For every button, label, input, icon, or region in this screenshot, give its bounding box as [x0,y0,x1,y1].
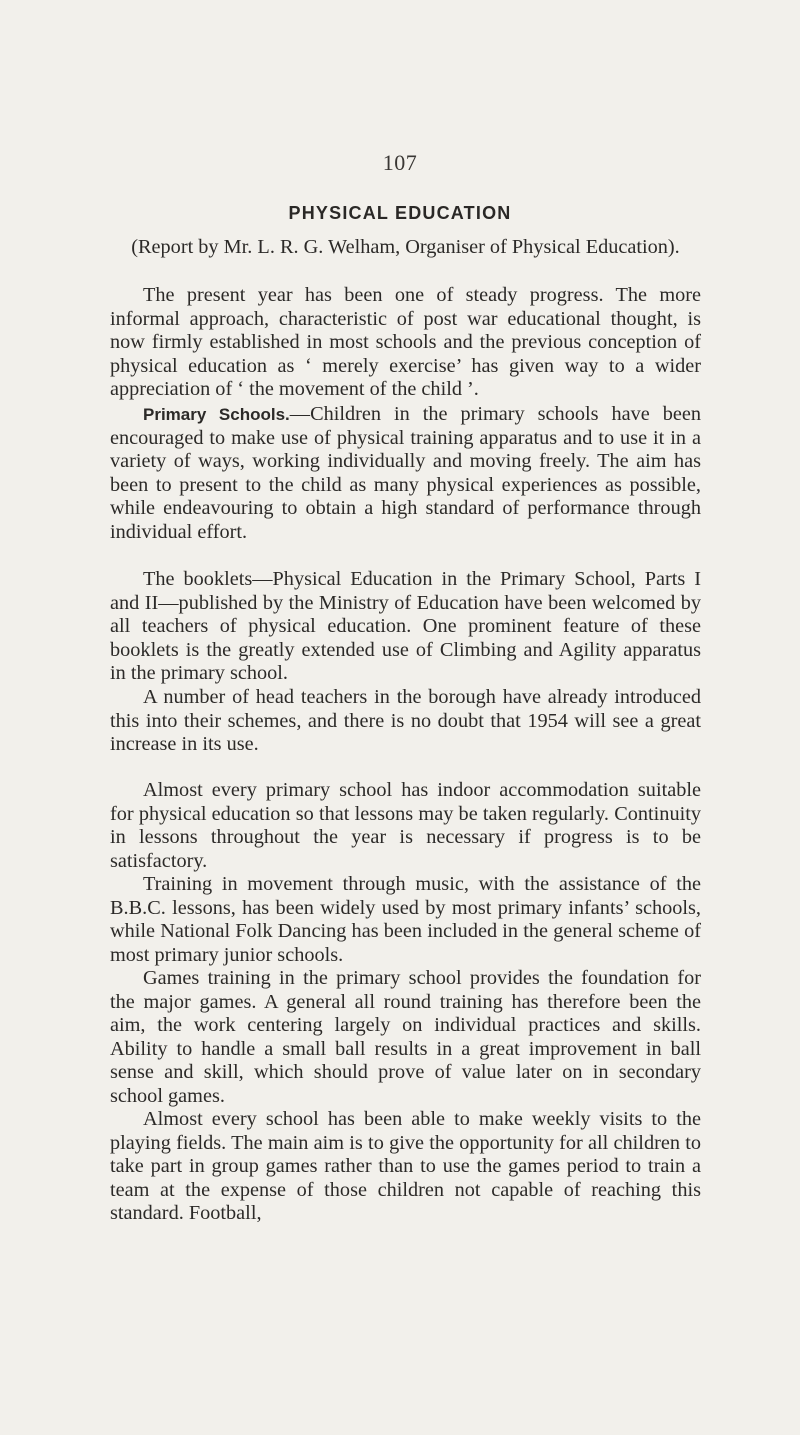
page-number: 107 [382,150,418,175]
paragraph-playing-fields: Almost every school has been able to make weekly visits to the playing fields. The main aim is to give the opportunity for all children to take part in group games rather than to use the games period to train a team at the expense of those children not capable of reaching this standard. Football, [110,1108,701,1225]
paragraph-games-training: Games training in the primary school provides the foundation for the major games. A general all round training has therefore been the aim, the work centering largely on individual practices and skills. Ability to handle a small ball results in a great improvement in ball sense and skill, which should prove of value later on in secondary school games. [110,967,701,1107]
paragraph-intro: The present year has been one of steady progress. The more informal approach, characteristic of post war educational thought, is now firmly established in most schools and the previous conception of physical education as ‘ merely exercise’ has given way to a wider appreciation of ‘ the movement of the child ’. [110,284,701,401]
page-title: PHYSICAL EDUCATION [288,203,512,223]
paragraph-music-training: Training in movement through music, with the assistance of the B.B.C. lessons, has been widely used by most primary infants’ schools, while National Folk Dancing has been included in the general scheme of most primary junior schools. [110,873,701,966]
paragraph-accommodation: Almost every primary school has indoor accommodation suitable for physical education so that lessons may be taken regularly. Continuity in lessons throughout the year is necessary if progress is to be satisfactory. [110,779,701,872]
paragraph-booklets: The booklets—Physical Education in the Primary School, Parts I and II—published by the Ministry of Education have been welcomed by all teachers of physical education. One prominent feature of these booklets is the greatly extended use of Climbing and Agility apparatus in the primary school. [110,568,701,685]
section-heading-primary-schools: Primary Schools. [143,405,290,424]
paragraph-primary-schools-body: —Children in the primary schools have been encouraged to make use of physical training apparatus and to use it in a variety of ways, working individually and moving freely. The aim has been to present to the child as many physical experiences as possible, while endeavouring to obtain a high standard of performance through individual effort. [110,403,701,543]
report-byline: (Report by Mr. L. R. G. Welham, Organiser of Physical Education). [131,236,680,258]
paragraph-head-teachers: A number of head teachers in the borough have already introduced this into their schemes, and there is no doubt that 1954 will see a great increase in its use. [110,686,701,756]
paragraph-primary-schools [110,403,701,545]
